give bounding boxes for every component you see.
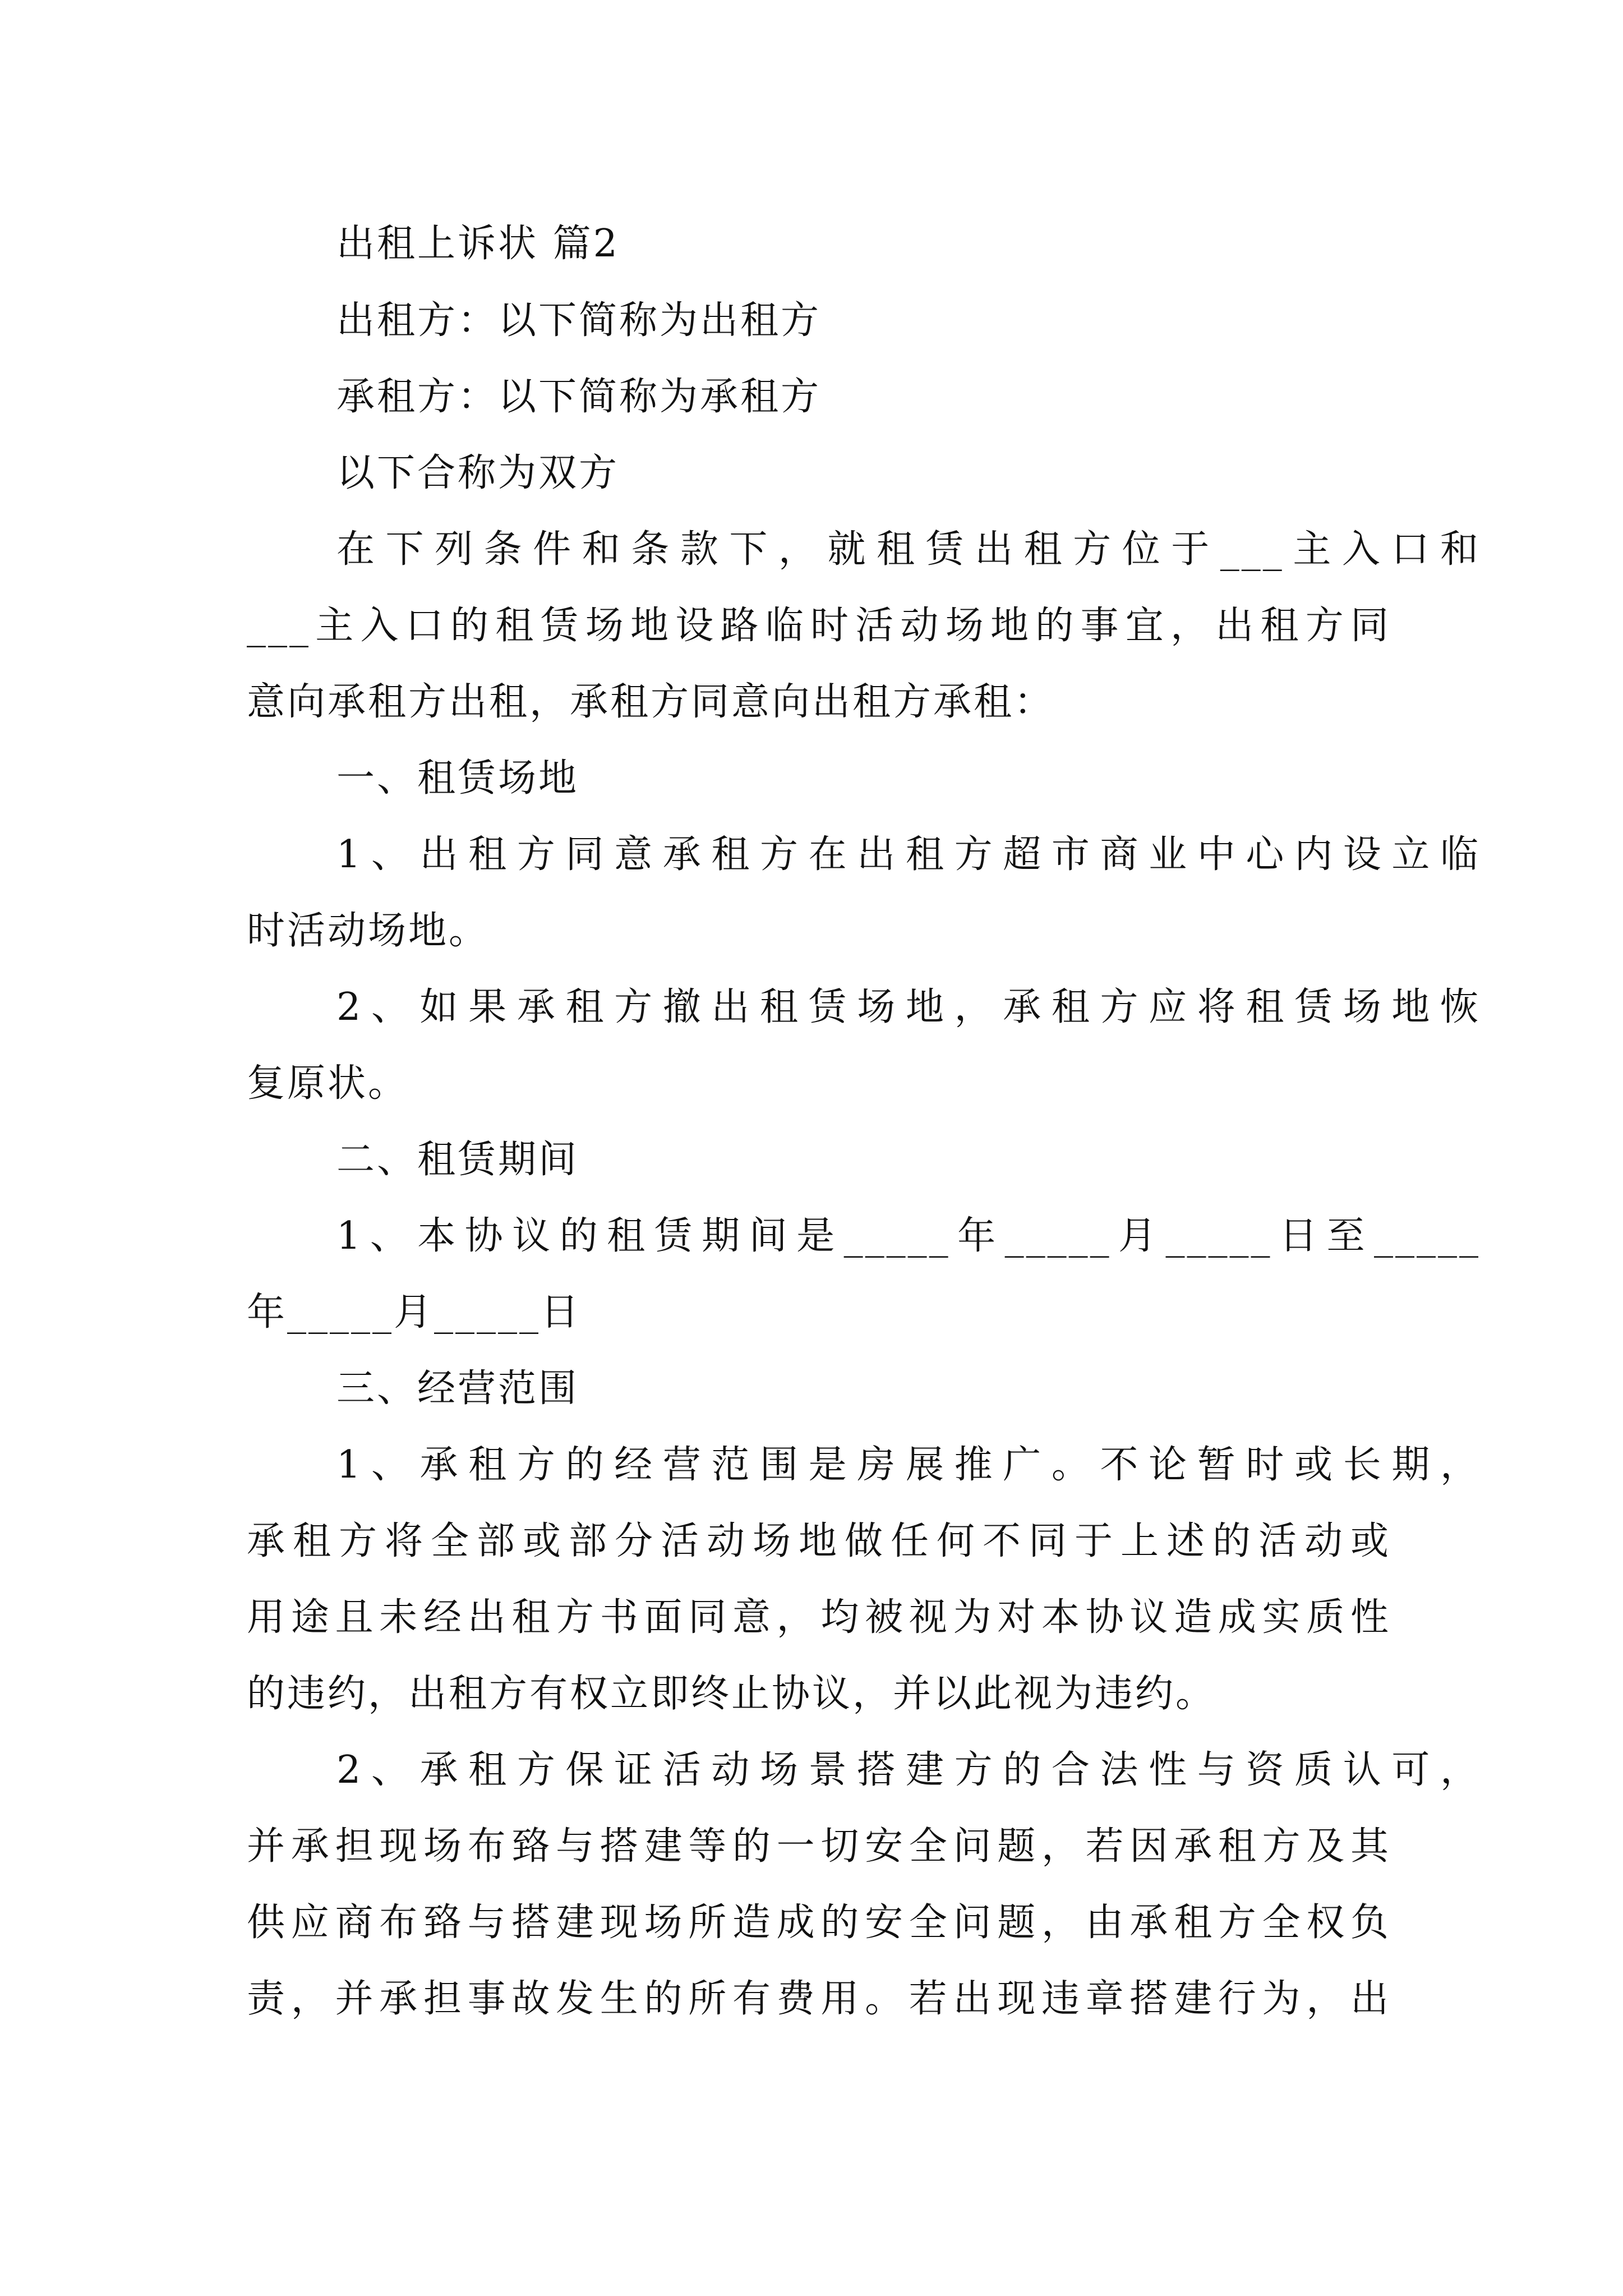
paragraph-line: 2、如果承租方撤出租赁场地，承租方应将租赁场地恢: [336, 985, 1481, 1029]
paragraph-line: 供应商布臵与搭建现场所造成的安全问题，由承租方全权负: [247, 1901, 1391, 1945]
paragraph-line: 时活动场地。: [247, 909, 490, 953]
section-heading: 一、租赁场地: [336, 756, 579, 800]
section-heading: 二、租赁期间: [336, 1138, 579, 1182]
paragraph-line: 年_____月_____日: [247, 1290, 582, 1335]
paragraph-line: 1、本协议的租赁期间是_____年_____月_____日至_____: [336, 1214, 1481, 1258]
document-title: 出租上诉状 篇2: [336, 222, 620, 266]
paragraph-parties: 以下合称为双方: [336, 451, 620, 495]
paragraph-line: 在下列条件和条款下，就租赁出租方位于___主入口和: [336, 527, 1481, 572]
paragraph-line: 1、承租方的经营范围是房展推广。不论暂时或长期，: [336, 1443, 1481, 1487]
paragraph-line: 1、出租方同意承租方在出租方超市商业中心内设立临: [336, 832, 1481, 877]
paragraph-line: 的违约，出租方有权立即终止协议，并以此视为违约。: [247, 1672, 1216, 1716]
paragraph-line: 承租方将全部或部分活动场地做任何不同于上述的活动或: [247, 1519, 1391, 1563]
paragraph-line: 并承担现场布臵与搭建等的一切安全问题，若因承租方及其: [247, 1824, 1391, 1869]
paragraph-line: 复原状。: [247, 1061, 409, 1106]
paragraph-lessor: 出租方：以下简称为出租方: [336, 298, 822, 343]
paragraph-line: ___主入口的租赁场地设路临时活动场地的事宜，出租方同: [247, 604, 1391, 648]
paragraph-line: 用途且未经出租方书面同意，均被视为对本协议造成实质性: [247, 1595, 1391, 1640]
paragraph-line: 责，并承担事故发生的所有费用。若出现违章搭建行为，出: [247, 1977, 1391, 2021]
paragraph-lessee: 承租方：以下简称为承租方: [336, 375, 822, 419]
paragraph-line: 意向承租方出租，承租方同意向出租方承租：: [247, 680, 1055, 724]
paragraph-line: 2、承租方保证活动场景搭建方的合法性与资质认可，: [336, 1748, 1481, 1792]
section-heading: 三、经营范围: [336, 1366, 579, 1411]
